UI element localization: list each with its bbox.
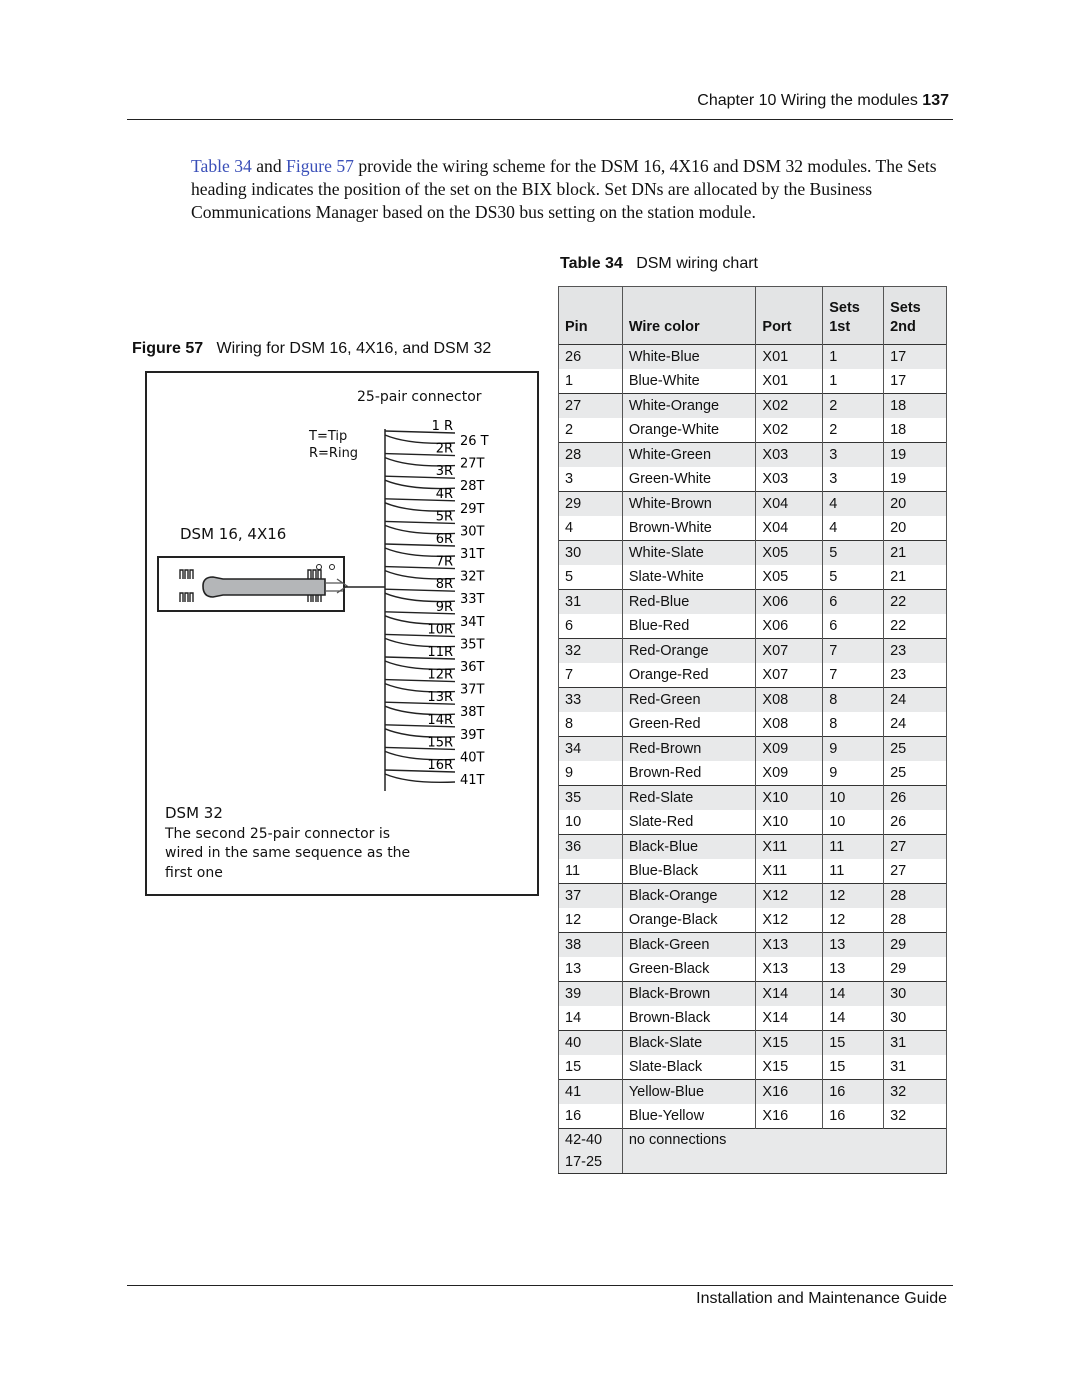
sets-2nd-cell: 21 bbox=[884, 541, 947, 566]
ring-label: 10R bbox=[427, 622, 453, 638]
page-number: 137 bbox=[922, 92, 949, 109]
wire-color-cell: Brown-White bbox=[622, 516, 756, 541]
port-cell: X09 bbox=[756, 737, 823, 762]
sets-1st-cell: 7 bbox=[823, 663, 884, 688]
pin-cell: 8 bbox=[559, 712, 623, 737]
port-cell: X16 bbox=[756, 1080, 823, 1105]
pin-cell: 30 bbox=[559, 541, 623, 566]
chapter-title: Chapter 10 Wiring the modules bbox=[697, 92, 918, 109]
wiring-diagram bbox=[147, 373, 537, 894]
wire-color-cell: Slate-Red bbox=[622, 810, 756, 835]
no-connections-note: no connections bbox=[622, 1129, 946, 1174]
pin-pair-group bbox=[559, 835, 947, 884]
sets-2nd-cell: 30 bbox=[884, 1006, 947, 1031]
sets-1st-cell: 16 bbox=[823, 1080, 884, 1105]
figure-caption-label: Figure 57 bbox=[132, 340, 204, 357]
wire-color-cell: Red-Brown bbox=[622, 737, 756, 762]
wire-color-cell: Black-Slate bbox=[622, 1031, 756, 1056]
table-row bbox=[559, 810, 947, 835]
wire-color-cell: Blue-Red bbox=[622, 614, 756, 639]
sets-1st-cell: 15 bbox=[823, 1031, 884, 1056]
sets-2nd-cell: 30 bbox=[884, 982, 947, 1007]
port-cell: X03 bbox=[756, 443, 823, 468]
port-cell: X15 bbox=[756, 1031, 823, 1056]
sets-1st-cell: 6 bbox=[823, 614, 884, 639]
wire-color-cell: Red-Blue bbox=[622, 590, 756, 615]
ring-label: 16R bbox=[427, 758, 453, 773]
sets-2nd-cell: 25 bbox=[884, 737, 947, 762]
pin-cell: 31 bbox=[559, 590, 623, 615]
wire-color-cell: Slate-White bbox=[622, 565, 756, 590]
sets-2nd-cell: 17 bbox=[884, 345, 947, 370]
table-row bbox=[559, 565, 947, 590]
table-row bbox=[559, 933, 947, 958]
ring-label: 7R bbox=[435, 554, 453, 570]
pin-cell: 26 bbox=[559, 345, 623, 370]
wire-color-cell: Orange-Red bbox=[622, 663, 756, 688]
tip-label: 41T bbox=[460, 773, 485, 788]
pin-pair-group bbox=[559, 933, 947, 982]
wire-color-cell: Green-Red bbox=[622, 712, 756, 737]
sets-2nd-cell: 25 bbox=[884, 761, 947, 786]
pin-range-cell: 42-40 17-25 bbox=[559, 1129, 623, 1174]
tip-label: 38T bbox=[460, 705, 485, 721]
wire-color-cell: White-Blue bbox=[622, 345, 756, 370]
sets-2nd-cell: 20 bbox=[884, 492, 947, 517]
pin-pair-group bbox=[559, 345, 947, 394]
tip-label: 31T bbox=[460, 547, 485, 562]
wire-color-cell: Black-Orange bbox=[622, 884, 756, 909]
table-row bbox=[559, 418, 947, 443]
tip-label: 33T bbox=[460, 592, 485, 608]
port-cell: X01 bbox=[756, 345, 823, 370]
sets-1st-cell: 14 bbox=[823, 1006, 884, 1031]
tip-label: 28T bbox=[460, 479, 485, 495]
dsm32-note-line: The second 25-pair connector is bbox=[165, 826, 391, 842]
sets-2nd-cell: 29 bbox=[884, 933, 947, 958]
pin-cell: 2 bbox=[559, 418, 623, 443]
table-row bbox=[559, 688, 947, 713]
sets-2nd-cell: 17 bbox=[884, 369, 947, 394]
wire-color-cell: Red-Green bbox=[622, 688, 756, 713]
table-row bbox=[559, 884, 947, 909]
dsm32-note-line: first one bbox=[165, 865, 223, 881]
sets-1st-cell: 12 bbox=[823, 884, 884, 909]
table-row bbox=[559, 516, 947, 541]
pin-cell: 41 bbox=[559, 1080, 623, 1105]
sets-2nd-cell: 31 bbox=[884, 1031, 947, 1056]
port-cell: X10 bbox=[756, 810, 823, 835]
sets-1st-cell: 2 bbox=[823, 394, 884, 419]
ring-label: 1 R bbox=[431, 419, 453, 434]
pin-cell: 29 bbox=[559, 492, 623, 517]
pin-cell: 37 bbox=[559, 884, 623, 909]
wire-color-cell: White-Brown bbox=[622, 492, 756, 517]
pin-pair-group bbox=[559, 541, 947, 590]
sets-2nd-cell: 18 bbox=[884, 394, 947, 419]
table-caption-label: Table 34 bbox=[560, 255, 623, 272]
pin-cell: 5 bbox=[559, 565, 623, 590]
tip-label: 29T bbox=[460, 501, 485, 517]
pin-cell: 36 bbox=[559, 835, 623, 860]
sets-2nd-cell: 31 bbox=[884, 1055, 947, 1080]
pin-cell: 11 bbox=[559, 859, 623, 884]
wire-color-cell: Blue-Yellow bbox=[622, 1104, 756, 1129]
sets-1st-cell: 5 bbox=[823, 565, 884, 590]
ring-label: 3R bbox=[435, 464, 453, 480]
pin-pair-group bbox=[559, 982, 947, 1031]
port-cell: X05 bbox=[756, 565, 823, 590]
port-cell: X14 bbox=[756, 982, 823, 1007]
ring-label: 6R bbox=[435, 532, 453, 547]
sets-2nd-cell: 22 bbox=[884, 614, 947, 639]
wire-color-cell: Green-White bbox=[622, 467, 756, 492]
tip-label: 39T bbox=[460, 727, 485, 743]
dsm-wiring-table bbox=[558, 286, 947, 1174]
dsm32-note-line: wired in the same sequence as the bbox=[165, 845, 411, 861]
tip-wire bbox=[385, 774, 455, 782]
figure-caption bbox=[132, 340, 491, 358]
port-cell: X01 bbox=[756, 369, 823, 394]
ring-label: 12R bbox=[427, 667, 453, 683]
pin-pair-group bbox=[559, 1080, 947, 1129]
sets-1st-cell: 9 bbox=[823, 737, 884, 762]
table-row bbox=[559, 1129, 947, 1174]
sets-2nd-cell: 26 bbox=[884, 810, 947, 835]
pin-cell: 1 bbox=[559, 369, 623, 394]
sets-1st-cell: 14 bbox=[823, 982, 884, 1007]
module-label: DSM 16, 4X16 bbox=[180, 525, 287, 543]
wire-color-cell: Yellow-Blue bbox=[622, 1080, 756, 1105]
running-header bbox=[697, 92, 949, 110]
pin-cell: 27 bbox=[559, 394, 623, 419]
pin-cell: 3 bbox=[559, 467, 623, 492]
table-row bbox=[559, 1031, 947, 1056]
pin-pair-group bbox=[559, 639, 947, 688]
header-pin: Pin bbox=[559, 287, 623, 345]
figure-link[interactable]: Figure 57 bbox=[286, 156, 354, 176]
wire-color-cell: Slate-Black bbox=[622, 1055, 756, 1080]
no-connections-group bbox=[559, 1129, 947, 1174]
sets-2nd-cell: 28 bbox=[884, 884, 947, 909]
table-row bbox=[559, 835, 947, 860]
ring-label: 5R bbox=[435, 509, 453, 525]
wire-color-cell: Orange-Black bbox=[622, 908, 756, 933]
sets-1st-cell: 4 bbox=[823, 516, 884, 541]
sets-1st-cell: 11 bbox=[823, 859, 884, 884]
ring-label: 11R bbox=[427, 645, 453, 660]
table-row bbox=[559, 761, 947, 786]
sets-1st-cell: 13 bbox=[823, 933, 884, 958]
sets-1st-cell: 8 bbox=[823, 688, 884, 713]
pin-cell: 34 bbox=[559, 737, 623, 762]
footer-rule bbox=[127, 1285, 953, 1286]
wire-color-cell: Green-Black bbox=[622, 957, 756, 982]
port-cell: X06 bbox=[756, 590, 823, 615]
pin-pair-group bbox=[559, 443, 947, 492]
sets-2nd-cell: 24 bbox=[884, 688, 947, 713]
header-port: Port bbox=[756, 287, 823, 345]
table-row bbox=[559, 1104, 947, 1129]
wire-color-cell: Black-Blue bbox=[622, 835, 756, 860]
header-wire-color: Wire color bbox=[622, 287, 756, 345]
sets-2nd-cell: 27 bbox=[884, 859, 947, 884]
sets-2nd-cell: 32 bbox=[884, 1080, 947, 1105]
sets-2nd-cell: 20 bbox=[884, 516, 947, 541]
figure-caption-title: Wiring for DSM 16, 4X16, and DSM 32 bbox=[216, 340, 492, 357]
table-row bbox=[559, 786, 947, 811]
sets-1st-cell: 8 bbox=[823, 712, 884, 737]
pin-pair-group bbox=[559, 1031, 947, 1080]
ring-label: 15R bbox=[427, 735, 453, 751]
sets-2nd-cell: 18 bbox=[884, 418, 947, 443]
ring-label: 4R bbox=[435, 486, 453, 502]
ring-label: 14R bbox=[427, 712, 453, 728]
pin-pair-group bbox=[559, 786, 947, 835]
sets-1st-cell: 7 bbox=[823, 639, 884, 664]
pin-pair-group bbox=[559, 590, 947, 639]
sets-1st-cell: 2 bbox=[823, 418, 884, 443]
wire-color-cell: Orange-White bbox=[622, 418, 756, 443]
port-cell: X12 bbox=[756, 884, 823, 909]
wire-color-cell: Brown-Red bbox=[622, 761, 756, 786]
port-cell: X02 bbox=[756, 418, 823, 443]
wire-pairs bbox=[385, 419, 489, 788]
pin-cell: 9 bbox=[559, 761, 623, 786]
cable-trunk bbox=[344, 429, 385, 791]
table-row bbox=[559, 492, 947, 517]
connector-label: 25-pair connector bbox=[357, 389, 482, 405]
table-row bbox=[559, 712, 947, 737]
wire-color-cell: Red-Orange bbox=[622, 639, 756, 664]
header-sets-2nd: Sets 2nd bbox=[884, 287, 947, 345]
sets-2nd-cell: 29 bbox=[884, 957, 947, 982]
intro-text: provide the wiring scheme for the DSM 16, 4X16 and DSM 32 modules. The Sets heading indicates the position of the set on the BIX block. Set DNs are allocated by the Business Communications Manager based on the DS30 bus setting on the station module. bbox=[191, 156, 937, 222]
sets-1st-cell: 11 bbox=[823, 835, 884, 860]
sets-1st-cell: 9 bbox=[823, 761, 884, 786]
port-cell: X03 bbox=[756, 467, 823, 492]
sets-2nd-cell: 19 bbox=[884, 467, 947, 492]
pin-cell: 16 bbox=[559, 1104, 623, 1129]
dsm32-title: DSM 32 bbox=[165, 804, 223, 822]
table-caption bbox=[560, 255, 758, 273]
tip-label: 35T bbox=[460, 637, 485, 653]
ring-label: 13R bbox=[427, 690, 453, 706]
table-row bbox=[559, 467, 947, 492]
port-cell: X16 bbox=[756, 1104, 823, 1129]
port-cell: X08 bbox=[756, 712, 823, 737]
sets-1st-cell: 5 bbox=[823, 541, 884, 566]
sets-1st-cell: 10 bbox=[823, 786, 884, 811]
tip-label: 30T bbox=[460, 524, 485, 540]
table-row bbox=[559, 1006, 947, 1031]
sets-1st-cell: 6 bbox=[823, 590, 884, 615]
sets-1st-cell: 4 bbox=[823, 492, 884, 517]
port-cell: X08 bbox=[756, 688, 823, 713]
wire-color-cell: Red-Slate bbox=[622, 786, 756, 811]
wiring-figure bbox=[145, 371, 539, 896]
pin-cell: 28 bbox=[559, 443, 623, 468]
sets-1st-cell: 1 bbox=[823, 369, 884, 394]
pin-cell: 15 bbox=[559, 1055, 623, 1080]
tip-label: 37T bbox=[460, 682, 485, 698]
intro-paragraph: Table 34 and Figure 57 provide the wiring scheme for the DSM 16, 4X16 and DSM 32 modules. The Sets heading indicates the position of the set on the BIX block. Set DNs are allocated by the Business Communications Manager based on the DS30 bus setting on the station module. bbox=[191, 156, 937, 222]
tip-label: 32T bbox=[460, 569, 485, 585]
pin-cell: 40 bbox=[559, 1031, 623, 1056]
pin-cell: 7 bbox=[559, 663, 623, 688]
sets-1st-cell: 3 bbox=[823, 443, 884, 468]
port-cell: X13 bbox=[756, 933, 823, 958]
port-cell: X14 bbox=[756, 1006, 823, 1031]
pin-cell: 14 bbox=[559, 1006, 623, 1031]
port-cell: X02 bbox=[756, 394, 823, 419]
table-row bbox=[559, 541, 947, 566]
pin-pair-group bbox=[559, 688, 947, 737]
cable-plug-icon bbox=[203, 577, 325, 597]
wire-color-cell: Blue-Black bbox=[622, 859, 756, 884]
sets-2nd-cell: 21 bbox=[884, 565, 947, 590]
pin-pair-group bbox=[559, 737, 947, 786]
wire-color-cell: Brown-Black bbox=[622, 1006, 756, 1031]
pin-cell: 6 bbox=[559, 614, 623, 639]
wire-color-cell: Blue-White bbox=[622, 369, 756, 394]
tip-legend: T=Tip bbox=[309, 429, 348, 444]
ring-label: 9R bbox=[435, 599, 453, 615]
sets-2nd-cell: 23 bbox=[884, 663, 947, 688]
port-cell: X15 bbox=[756, 1055, 823, 1080]
table-row bbox=[559, 590, 947, 615]
sets-1st-cell: 15 bbox=[823, 1055, 884, 1080]
table-row bbox=[559, 737, 947, 762]
port-cell: X11 bbox=[756, 859, 823, 884]
table-row bbox=[559, 663, 947, 688]
port-cell: X04 bbox=[756, 516, 823, 541]
sets-1st-cell: 1 bbox=[823, 345, 884, 370]
pin-pair-group bbox=[559, 884, 947, 933]
pin-cell: 4 bbox=[559, 516, 623, 541]
wire-color-cell: White-Green bbox=[622, 443, 756, 468]
header-rule bbox=[127, 119, 953, 120]
port-cell: X11 bbox=[756, 835, 823, 860]
sets-1st-cell: 16 bbox=[823, 1104, 884, 1129]
pin-cell: 10 bbox=[559, 810, 623, 835]
sets-1st-cell: 12 bbox=[823, 908, 884, 933]
wire-color-cell: White-Slate bbox=[622, 541, 756, 566]
table-row bbox=[559, 859, 947, 884]
ring-label: 8R bbox=[435, 577, 453, 593]
port-cell: X06 bbox=[756, 614, 823, 639]
wire-color-cell: Black-Brown bbox=[622, 982, 756, 1007]
port-cell: X05 bbox=[756, 541, 823, 566]
sets-1st-cell: 10 bbox=[823, 810, 884, 835]
tip-label: 36T bbox=[460, 660, 485, 675]
pin-cell: 39 bbox=[559, 982, 623, 1007]
table-row bbox=[559, 1055, 947, 1080]
table-row bbox=[559, 1080, 947, 1105]
table-row bbox=[559, 443, 947, 468]
header-sets-1st: Sets 1st bbox=[823, 287, 884, 345]
sets-2nd-cell: 32 bbox=[884, 1104, 947, 1129]
port-cell: X04 bbox=[756, 492, 823, 517]
sets-2nd-cell: 22 bbox=[884, 590, 947, 615]
port-cell: X09 bbox=[756, 761, 823, 786]
wire-color-cell: White-Orange bbox=[622, 394, 756, 419]
table-row bbox=[559, 908, 947, 933]
table-link[interactable]: Table 34 bbox=[191, 156, 252, 176]
table-row bbox=[559, 982, 947, 1007]
pin-pair-group bbox=[559, 492, 947, 541]
tip-label: 40T bbox=[460, 750, 485, 766]
pin-cell: 13 bbox=[559, 957, 623, 982]
table-row bbox=[559, 369, 947, 394]
sets-2nd-cell: 27 bbox=[884, 835, 947, 860]
table-row bbox=[559, 639, 947, 664]
tip-label: 34T bbox=[460, 614, 485, 630]
table-row bbox=[559, 394, 947, 419]
sets-1st-cell: 13 bbox=[823, 957, 884, 982]
ring-legend: R=Ring bbox=[309, 446, 359, 461]
table-row bbox=[559, 957, 947, 982]
pin-cell: 38 bbox=[559, 933, 623, 958]
sets-2nd-cell: 28 bbox=[884, 908, 947, 933]
pin-cell: 12 bbox=[559, 908, 623, 933]
sets-2nd-cell: 23 bbox=[884, 639, 947, 664]
sets-2nd-cell: 26 bbox=[884, 786, 947, 811]
sets-2nd-cell: 19 bbox=[884, 443, 947, 468]
port-cell: X12 bbox=[756, 908, 823, 933]
ring-label: 2R bbox=[435, 441, 453, 457]
pin-cell: 33 bbox=[559, 688, 623, 713]
port-cell: X13 bbox=[756, 957, 823, 982]
tip-label: 27T bbox=[460, 456, 485, 472]
pin-cell: 32 bbox=[559, 639, 623, 664]
table-caption-title: DSM wiring chart bbox=[636, 255, 758, 272]
sets-1st-cell: 3 bbox=[823, 467, 884, 492]
port-cell: X07 bbox=[756, 639, 823, 664]
table-row bbox=[559, 345, 947, 370]
tip-label: 26 T bbox=[460, 434, 489, 449]
port-cell: X10 bbox=[756, 786, 823, 811]
port-cell: X07 bbox=[756, 663, 823, 688]
footer-text: Installation and Maintenance Guide bbox=[696, 1290, 947, 1307]
table-row bbox=[559, 614, 947, 639]
sets-2nd-cell: 24 bbox=[884, 712, 947, 737]
table-header-row bbox=[559, 287, 947, 345]
pin-cell: 35 bbox=[559, 786, 623, 811]
pin-pair-group bbox=[559, 394, 947, 443]
wire-color-cell: Black-Green bbox=[622, 933, 756, 958]
